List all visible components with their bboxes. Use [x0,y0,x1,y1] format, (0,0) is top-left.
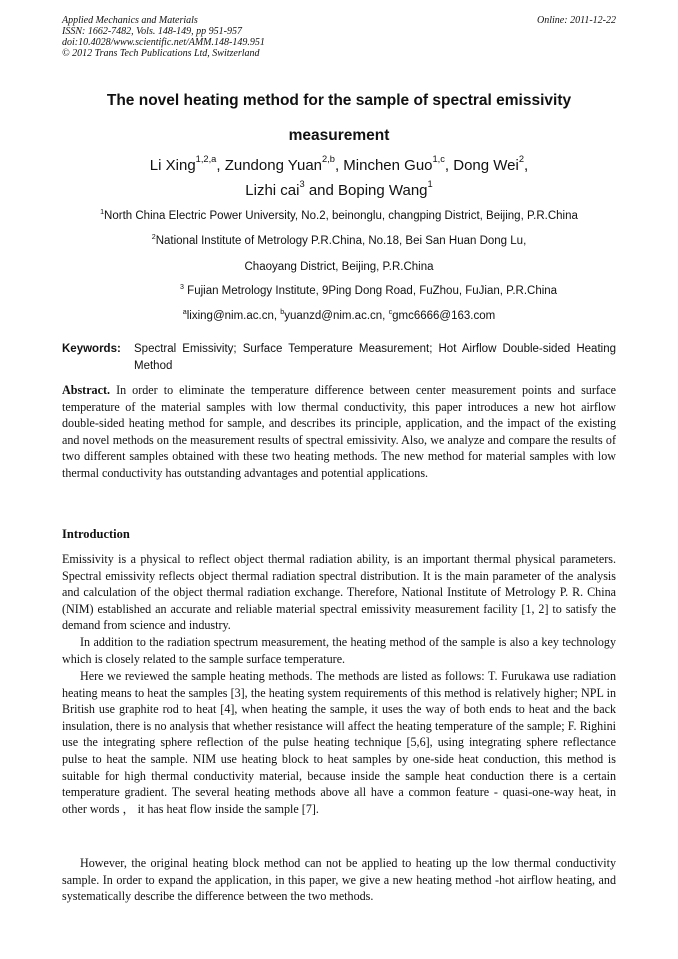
affil-text: National Institute of Metrology P.R.China, No.18, Bei San Huan Dong Lu, [155,235,527,247]
author-name: , Minchen Guo [334,157,433,174]
intro-paragraph-4: However, the original heating block method can not be applied to heating up the low thermal conductivity sample. In order to expand the application, in this paper, we give a new heating method -hot airflow heating, and systematically describe the difference between the two methods. [62,856,616,904]
email-address[interactable]: lixing@nim.ac.cn, [186,310,281,322]
online-date: Online: 2011-12-22 [537,15,616,26]
affiliation-1 [62,207,616,222]
affil-marker: 2 [151,232,156,241]
author-affil-marker: 3 [299,178,305,189]
abstract-paragraph [62,382,616,482]
email-line [62,307,616,322]
author-affil-marker: 1,2,a [195,153,217,164]
author-line-1 [62,153,616,174]
introduction-heading: Introduction [62,527,130,541]
abstract-text: In order to eliminate the temperature difference between center measurement points and surface temperature of the material samples with low thermal conductivity, this paper introduces a new hot airflow double-sided heating method for sample, and describes its principle, application, and the impact of the existing and novel methods on the measurement results of spectral emissivity. Also, we analyze and compare the results of two different samples obtained with these two heating methods. The new method for material samples with low thermal conductivity has outstanding advantages and potential applications. [62,383,616,480]
doi-line: doi:10.4028/www.scientific.net/AMM.148-149.951 [62,37,265,48]
keywords-label: Keywords: [62,343,121,355]
author-name: and Boping Wang [304,182,428,199]
keywords-block [62,341,616,375]
abstract-label: Abstract. [62,383,111,397]
email-marker: c [388,307,393,316]
author-affil-marker: 1 [427,178,433,189]
affil-marker: 3 [180,282,184,291]
author-name: , Zundong Yuan [216,157,323,174]
keywords-text: Spectral Emissivity; Surface Temperature Measurement; Hot Airflow Double-sided Heating Method [134,343,616,372]
intro-paragraph-3: Here we reviewed the sample heating methods. The methods are listed as follows: T. Furukawa use radiation heating means to heat the samples [3], the heating system requirements of this method is relatively higher; NPL in British use graphite rod to heat [4], when heating the sample, it uses the way of both ends to heat and the back insulation, there is no analysis that whether resistance will affect the heating temperature of the sample; F. Righini use the integrating sphere reflection of the pulse heating technique [5,6], using integrating sphere reflectance pulse to heat the sample. NIM use heating block to heat samples by one-side heat conduction, this method is suitable for high thermal conductivity material, because inside the sample heat conduction there is a certain temperature gradient. The several heating methods above all have a common feature - quasi-one-way heat, in other words ， it has heat flow inside the sample [7]. [62,669,616,816]
journal-header [62,15,616,59]
email-address[interactable]: yuanzd@nim.ac.cn, [284,310,389,322]
email-marker: b [280,307,285,316]
author-name: Li Xing [149,157,196,174]
affiliation-3 [180,282,600,297]
author-name: Lizhi cai [245,182,300,199]
affil-text: North China Electric Power University, No.2, beinonglu, changping District, Beijing, P.R.China [104,210,578,222]
paper-title-line1: The novel heating method for the sample of spectral emissivity [106,92,572,109]
paper-title-line2: measurement [288,127,390,144]
author-line-2 [62,178,616,199]
author-separator: , [524,157,529,174]
affiliation-2-line2: Chaoyang District, Beijing, P.R.China [244,261,434,273]
author-affil-marker: 1,c [432,153,445,164]
intro-paragraph-2: In addition to the radiation spectrum measurement, the heating method of the sample is also a key technology which is closely related to the sample surface temperature. [62,635,616,666]
author-affil-marker: 2 [518,153,525,164]
author-name: , Dong Wei [444,157,519,174]
email-marker: a [182,307,187,316]
intro-paragraph-1: Emissivity is a physical to reflect object thermal radiation ability, is an important thermal physical parameters. Spectral emissivity reflects object thermal radiation spectral distribution. It is the main parameter of the analysis and calculation of the object thermal radiation exchange. Therefore, National Institute of Metrology P. R. China (NIM) established an accurate and reliable material spectral emissivity measurement facility [1, 2] to satisfy the demand from science and industry. [62,552,616,633]
affil-text: Fujian Metrology Institute, 9Ping Dong Road, FuZhou, FuJian, P.R.China [183,285,558,297]
author-affil-marker: 2,b [322,153,335,164]
affiliation-2-line1 [62,232,616,247]
email-address[interactable]: gmc6666@163.com [392,310,496,322]
issn-line: ISSN: 1662-7482, Vols. 148-149, pp 951-957 [62,26,242,37]
journal-name: Applied Mechanics and Materials [62,15,198,26]
copyright-line: © 2012 Trans Tech Publications Ltd, Switzerland [62,48,260,59]
affil-marker: 1 [100,207,105,216]
